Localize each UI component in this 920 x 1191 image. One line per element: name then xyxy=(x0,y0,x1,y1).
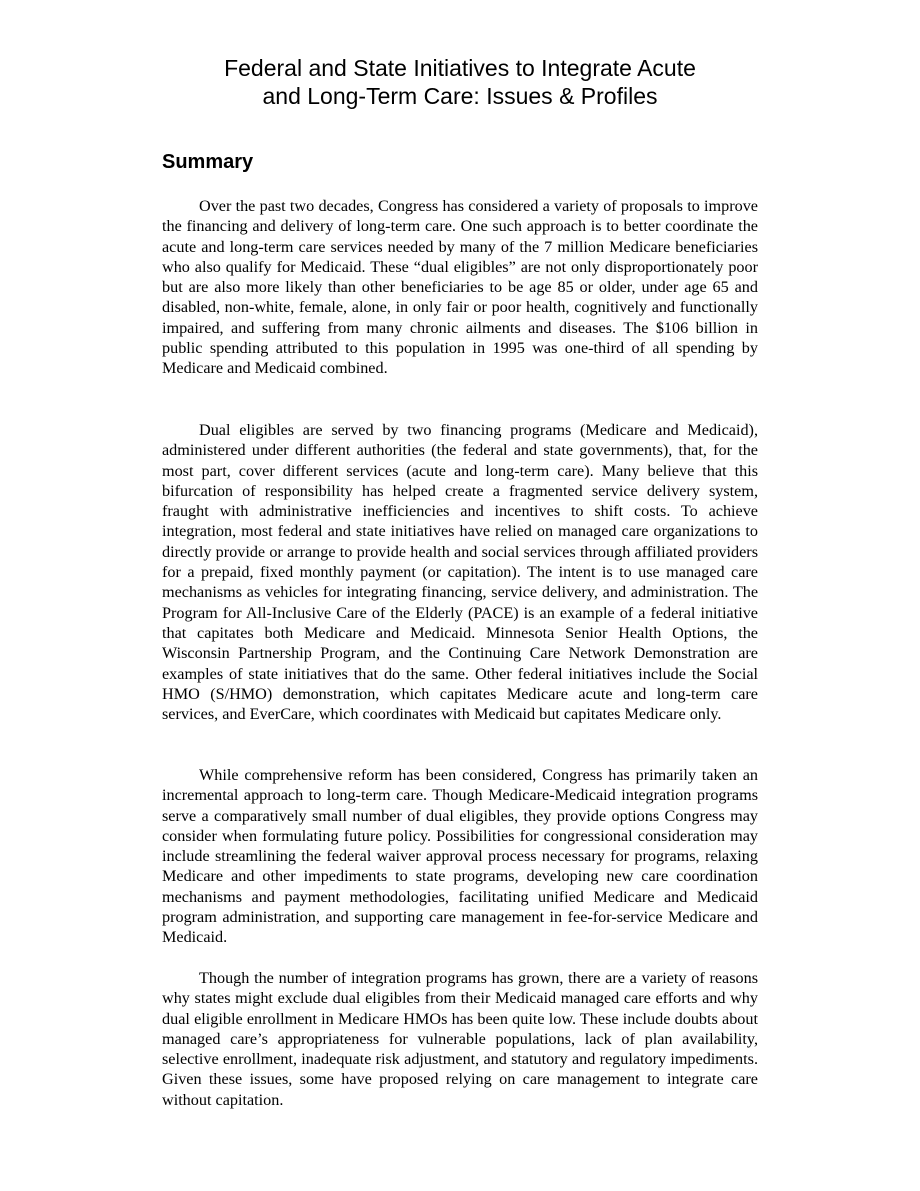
summary-paragraph-1: Over the past two decades, Congress has considered a variety of proposals to improve the financing and delivery of long-term care. One such approach is to better coordinate the acute and long-term care services needed by many of the 7 million Medicare beneficiaries who also qualify for Medicaid. These “dual eligibles” are not only disproportionately poor but are also more likely than other beneficiaries to be age 85 or older, under age 65 and disabled, non-white, female, alone, in only fair or poor health, cognitively and functionally impaired, and suffering from many chronic ailments and diseases. The $106 billion in public spending attributed to this population in 1995 was one-third of all spending by Medicare and Medicaid combined. xyxy=(162,197,758,378)
title-line-1: Federal and State Initiatives to Integrate Acute xyxy=(224,55,696,81)
document-title xyxy=(150,54,770,110)
section-heading: Summary xyxy=(162,151,254,173)
title-line-2: and Long-Term Care: Issues & Profiles xyxy=(262,83,658,109)
summary-paragraph-3: While comprehensive reform has been considered, Congress has primarily taken an incremental approach to long-term care. Though Medicare-Medicaid integration programs serve a comparatively small number of dual eligibles, they provide options Congress may consider when formulating future policy. Possibilities for congressional consideration may include streamlining the federal waiver approval process necessary for programs, relaxing Medicare and other impediments to state programs, developing new care coordination mechanisms and payment methodologies, facilitating unified Medicare and Medicaid program administration, and supporting care management in fee-for-service Medicare and Medicaid. xyxy=(162,766,758,947)
summary-paragraph-4: Though the number of integration programs has grown, there are a variety of reasons why states might exclude dual eligibles from their Medicaid managed care efforts and why dual eligible enrollment in Medicare HMOs has been quite low. These include doubts about managed care’s appropriateness for vulnerable populations, lack of plan availability, selective enrollment, inadequate risk adjustment, and statutory and regulatory impediments. Given these issues, some have proposed relying on care management to integrate care without capitation. xyxy=(162,969,758,1109)
summary-paragraph-2: Dual eligibles are served by two financing programs (Medicare and Medicaid), administered under different authorities (the federal and state governments), that, for the most part, cover different services (acute and long-term care). Many believe that this bifurcation of responsibility has helped create a fragmented service delivery system, fraught with administrative inefficiencies and incentives to shift costs. To achieve integration, most federal and state initiatives have relied on managed care organizations to directly provide or arrange to provide health and social services through affiliated providers for a prepaid, fixed monthly payment (or capitation). The intent is to use managed care mechanisms as vehicles for integrating financing, service delivery, and administration. The Program for All-Inclusive Care of the Elderly (PACE) is an example of a federal initiative that capitates both Medicare and Medicaid. Minnesota Senior Health Options, the Wisconsin Partnership Program, and the Continuing Care Network Demonstration are examples of state initiatives that do the same. Other federal initiatives include the Social HMO (S/HMO) demonstration, which capitates Medicare acute and long-term care services, and EverCare, which coordinates with Medicaid but capitates Medicare only. xyxy=(162,421,758,724)
